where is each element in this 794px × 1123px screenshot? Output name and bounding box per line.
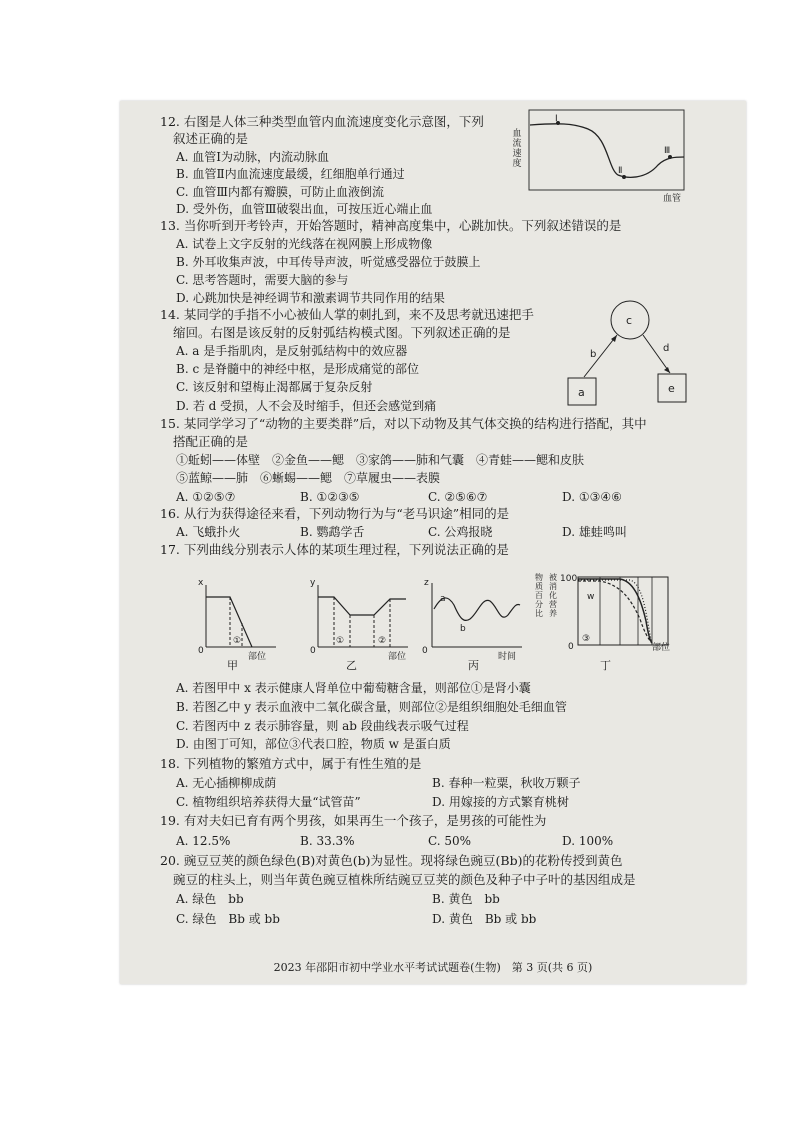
yi-mark-1: ①	[336, 636, 345, 646]
jia-xlabel: 部位	[248, 652, 267, 662]
q20-option-d: D. 黄色 Bb 或 bb	[432, 912, 537, 926]
q17-ding-ylabel: 物 质 百 分 比被 消 化 营 养	[535, 573, 557, 618]
q15-option-c: C. ②⑤⑥⑦	[428, 490, 488, 504]
q18-option-d: D. 用嫁接的方式繁育桃树	[432, 795, 569, 809]
vessel-label-1: Ⅰ	[555, 114, 558, 124]
ding-mark: ③	[582, 634, 591, 644]
arc-b-label: b	[590, 349, 597, 360]
vessel-label-3: Ⅲ	[664, 146, 671, 156]
bing-origin: 0	[422, 646, 428, 656]
q13-option-b: B. 外耳收集声波，中耳传导声波，听觉感受器位于鼓膜上	[176, 255, 481, 269]
q13-option-a: A. 试卷上文字反射的光线落在视网膜上形成物像	[176, 237, 433, 251]
bing-point-a: a	[440, 594, 446, 604]
q17-bing-caption: 丙	[468, 659, 479, 672]
yi-xlabel: 部位	[388, 652, 407, 662]
q17-graph-jia	[196, 575, 312, 667]
q17-option-a: A. 若图甲中 x 表示健康人肾单位中葡萄糖含量，则部位①是肾小囊	[176, 681, 531, 695]
q15-option-a: A. ①②⑤⑦	[176, 490, 236, 504]
bing-axis-label: z	[424, 578, 429, 588]
vessel-label-2: Ⅱ	[618, 166, 623, 176]
q17-yi-caption: 乙	[346, 659, 357, 672]
q12-option-d: D. 受外伤，血管Ⅲ破裂出血，可按压近心端止血	[176, 202, 433, 216]
q14-stem-line2: 缩回。右图是该反射的反射弧结构模式图。下列叙述正确的是	[173, 325, 511, 340]
q15-option-d: D. ①③④⑥	[562, 490, 622, 504]
jia-mark: ①	[233, 636, 242, 646]
q15-items-line1: ①蚯蚓——体壁 ②金鱼——鳃 ③家鸽——肺和气囊 ④青蛙——鳃和皮肤	[176, 453, 585, 467]
q12-option-c: C. 血管Ⅲ内都有瓣膜，可防止血液倒流	[176, 185, 384, 199]
q18-option-c: C. 植物组织培养获得大量“试管苗”	[176, 795, 361, 809]
q19-option-d: D. 100%	[562, 834, 614, 848]
node-a-label: a	[578, 386, 585, 399]
page-footer: 2023 年邵阳市初中学业水平考试试题卷(生物) 第 3 页(共 6 页)	[273, 961, 593, 974]
q20-option-c: C. 绿色 Bb 或 bb	[176, 912, 280, 926]
q20-stem-line2: 豌豆的柱头上，则当年黄色豌豆植株所结豌豆豆荚的颜色及种子中子叶的基因组成是	[173, 872, 636, 887]
q19-option-b: B. 33.3%	[300, 834, 355, 848]
arc-d-label: d	[663, 343, 670, 354]
node-c-label: c	[626, 314, 633, 327]
q13-stem: 13. 当你听到开考铃声，开始答题时，精神高度集中，心跳加快。下列叙述错误的是	[160, 218, 622, 233]
q17-option-d: D. 由图丁可知，部位③代表口腔，物质 w 是蛋白质	[176, 737, 451, 751]
q14-reflex-arc-figure	[560, 299, 700, 407]
exam-page	[120, 101, 746, 984]
q19-option-a: A. 12.5%	[176, 834, 231, 848]
q15-option-b: B. ①②③⑤	[300, 490, 360, 504]
q14-option-d: D. 若 d 受损，人不会及时缩手，但还会感觉到痛	[176, 399, 437, 413]
q14-option-a: A. a 是手指肌肉，是反射弧结构中的效应器	[176, 344, 408, 358]
bing-point-b: b	[460, 624, 466, 634]
q13-option-c: C. 思考答题时，需要大脑的参与	[176, 273, 349, 287]
q16-option-a: A. 飞蛾扑火	[176, 525, 241, 539]
q15-stem-line2: 搭配正确的是	[173, 434, 249, 449]
q18-stem: 18. 下列植物的繁殖方式中，属于有性生殖的是	[160, 756, 422, 771]
q12-option-b: B. 血管Ⅱ内血流速度最缓，红细胞单行通过	[176, 167, 405, 181]
yi-mark-2: ②	[378, 636, 387, 646]
jia-axis-label: x	[198, 578, 204, 588]
q16-option-d: D. 雄蛙鸣叫	[562, 525, 627, 539]
q12-option-a: A. 血管Ⅰ为动脉，内流动脉血	[176, 150, 330, 164]
ding-top-tick: 100	[560, 574, 578, 584]
q20-option-b: B. 黄色 bb	[432, 892, 500, 906]
q16-stem: 16. 从行为获得途径来看，下列动物行为与“老马识途”相同的是	[160, 506, 510, 521]
q14-stem-line1: 14. 某同学的手指不小心被仙人掌的刺扎到，来不及思考就迅速把手	[160, 307, 534, 322]
node-e-label: e	[668, 382, 675, 395]
q20-option-a: A. 绿色 bb	[176, 892, 244, 906]
q16-option-b: B. 鹦鹉学舌	[300, 525, 365, 539]
bing-xlabel: 时间	[498, 652, 517, 662]
q14-option-b: B. c 是脊髓中的神经中枢，是形成痛觉的部位	[176, 362, 419, 376]
q17-graph-bing	[420, 575, 530, 667]
jia-origin: 0	[198, 646, 204, 656]
q17-graph-yi	[308, 575, 418, 667]
q12-blood-flow-figure	[528, 109, 686, 193]
q19-stem: 19. 有对夫妇已育有两个男孩，如果再生一个孩子，是男孩的可能性为	[160, 813, 547, 828]
q13-option-d: D. 心跳加快是神经调节和激素调节共同作用的结果	[176, 291, 445, 305]
q17-option-c: C. 若图丙中 z 表示肺容量，则 ab 段曲线表示吸气过程	[176, 719, 469, 733]
ding-origin: 0	[568, 642, 574, 652]
q12-fig-xlabel: 血管	[663, 194, 682, 204]
q15-stem-line1: 15. 某同学学习了“动物的主要类群”后，对以下动物及其气体交换的结构进行搭配，其中	[160, 416, 647, 431]
q17-stem: 17. 下列曲线分别表示人体的某项生理过程，下列说法正确的是	[160, 542, 509, 557]
yi-axis-label: y	[310, 578, 316, 588]
q17-ding-xlabel: 部位	[652, 643, 671, 653]
q18-option-b: B. 春种一粒粟，秋收万颗子	[432, 776, 581, 790]
ding-w-label: w	[587, 592, 595, 602]
yi-origin: 0	[310, 646, 316, 656]
q19-option-c: C. 50%	[428, 834, 472, 848]
q16-option-c: C. 公鸡报晓	[428, 525, 493, 539]
q20-stem-line1: 20. 豌豆豆荚的颜色绿色(B)对黄色(b)为显性。现将绿色豌豆(Bb)的花粉传授到黄色	[160, 853, 623, 868]
q14-option-c: C. 该反射和望梅止渴都属于复杂反射	[176, 380, 373, 394]
q17-graph-ding	[560, 571, 672, 653]
q12-fig-ylabel: 血 流 速 度	[512, 129, 522, 169]
q12-stem-line1: 12. 右图是人体三种类型血管内血流速度变化示意图，下列	[160, 114, 484, 129]
q17-option-b: B. 若图乙中 y 表示血液中二氧化碳含量，则部位②是组织细胞处毛细血管	[176, 700, 567, 714]
q12-stem-line2: 叙述正确的是	[173, 131, 249, 146]
q17-ding-caption: 丁	[600, 659, 611, 672]
q18-option-a: A. 无心插柳柳成荫	[176, 776, 277, 790]
q15-items-line2: ⑤蓝鲸——肺 ⑥蜥蜴——鳃 ⑦草履虫——表膜	[176, 471, 441, 485]
q17-jia-caption: 甲	[227, 659, 238, 672]
